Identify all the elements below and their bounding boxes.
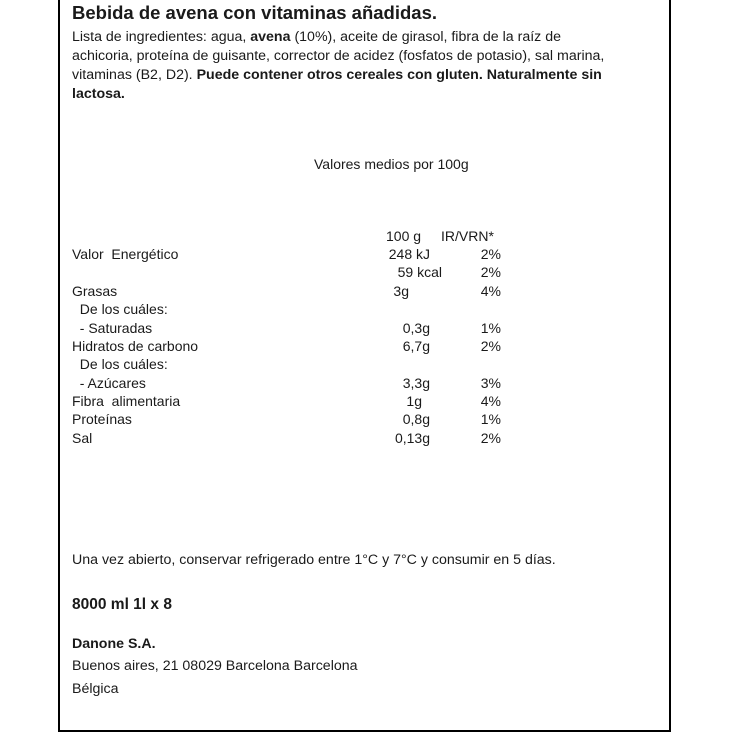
nutrient-label: Sal — [72, 430, 93, 446]
nutrient-label: De los cuáles: — [72, 356, 168, 372]
nutrient-label: Hidratos de carbono — [72, 338, 199, 354]
ingredients-bold-1: avena — [250, 29, 291, 45]
nutrient-ir: 3% — [480, 375, 501, 391]
nutrient-qty: 6,7g — [402, 338, 430, 354]
nutrient-label: Proteínas — [72, 411, 132, 427]
nutrient-qty: 248 kJ — [388, 246, 430, 262]
net-quantity: 8000 ml 1l x 8 — [72, 596, 172, 613]
nutrient-qty: 0,8g — [402, 411, 430, 427]
nutrient-qty: 0,13g — [394, 430, 430, 446]
nutrient-label: Fibra alimentaria — [72, 393, 181, 409]
nutrient-qty: 0,3g — [402, 320, 430, 336]
company-country: Bélgica — [72, 681, 119, 697]
nutrient-qty: 3g — [393, 283, 409, 299]
column-header-ir: IR/VRN* — [441, 228, 494, 244]
nutrient-label: Grasas — [72, 283, 118, 299]
nutrient-ir: 1% — [480, 411, 501, 427]
ingredients-bold-2: Puede contener otros cereales con gluten. Naturalmente sin lactosa. — [72, 67, 602, 102]
nutrient-ir: 4% — [480, 393, 501, 409]
nutrient-ir: 2% — [480, 430, 501, 446]
ingredients-list — [72, 28, 617, 104]
nutrient-ir: 2% — [480, 264, 501, 280]
storage-note: Una vez abierto, conservar refrigerado entre 1°C y 7°C y consumir en 5 días. — [72, 552, 556, 568]
nutrient-ir: 1% — [480, 320, 501, 336]
ingredients-text-1: Lista de ingredientes: agua, — [72, 29, 251, 45]
nutrition-heading: Valores medios por 100g — [314, 156, 469, 172]
nutrient-qty: 3,3g — [402, 375, 430, 391]
ingredients-text-2: (10%), aceite de girasol, fibra de la raíz de achicoria, proteína de guisante, corrector de acidez (fosfatos de potasio), sal marina, vitaminas (B2, D2). — [72, 29, 605, 83]
nutrient-qty: 59 kcal — [397, 264, 442, 280]
company-address: Buenos aires, 21 08029 Barcelona Barcelona — [72, 658, 358, 674]
nutrient-qty: 1g — [406, 393, 422, 409]
nutrient-label: - Saturadas — [72, 320, 153, 336]
nutrient-ir: 4% — [480, 283, 501, 299]
product-title: Bebida de avena con vitaminas añadidas. — [72, 2, 437, 23]
company-name: Danone S.A. — [72, 636, 156, 652]
nutrient-label: De los cuáles: — [72, 301, 168, 317]
nutrient-ir: 2% — [480, 246, 501, 262]
column-header-qty: 100 g — [386, 228, 422, 244]
nutrient-label: Valor Energético — [72, 246, 179, 262]
nutrient-ir: 2% — [480, 338, 501, 354]
nutrient-label: - Azúcares — [72, 375, 146, 391]
